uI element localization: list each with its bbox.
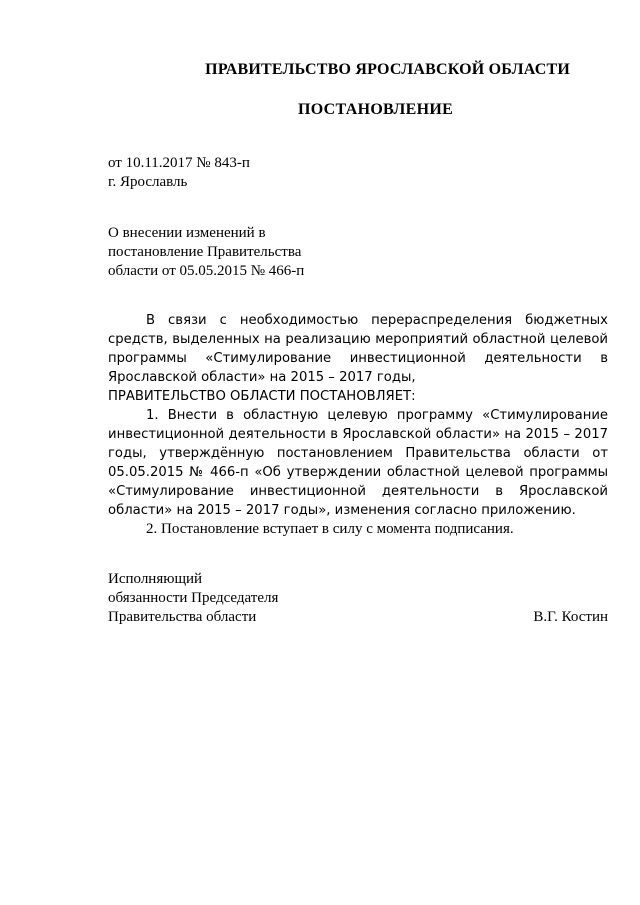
government-title: ПРАВИТЕЛЬСТВО ЯРОСЛАВСКОЙ ОБЛАСТИ: [205, 61, 570, 78]
signatory-title-line-3: Правительства области: [108, 609, 257, 625]
date-number: от 10.11.2017 № 843-п: [108, 155, 250, 171]
subject-line-3: области от 05.05.2015 № 466-п: [108, 263, 305, 279]
document-subject: [108, 224, 304, 281]
signatory-name: В.Г. Костин: [533, 609, 608, 625]
signatory-title-line-1: Исполняющий: [108, 571, 203, 587]
city: г. Ярославль: [108, 174, 188, 190]
signatory-title-line-2: обязанности Председателя: [108, 590, 279, 606]
subject-line-2: постановление Правительства: [108, 244, 302, 260]
signature-block: [108, 570, 608, 627]
item-1-paragraph: 1. Внести в областную целевую программу «Стимулирование инвестиционной деятельности в Ярославской области» на 2015 – 2017 годы, утверждённую постановлением Правительства области от 05.05.2015 № 466-п «Об утверждении областной целевой программы «Стимулирование инвестиционной деятельности в Ярославской области» на 2015 – 2017 годы», изменения согласно приложению.: [108, 408, 608, 518]
document-type: ПОСТАНОВЛЕНИЕ: [298, 101, 454, 118]
document-meta: [108, 154, 250, 192]
item-2-paragraph: 2. Постановление вступает в силу с момента подписания.: [146, 521, 514, 537]
preamble-paragraph: В связи с необходимостью перераспределения бюджетных средств, выделенных на реализацию мероприятий областной целевой программы «Стимулирование инвестиционной деятельности в Ярославской области» на 2015 – 2017 годы,: [108, 313, 608, 385]
signature-row: [108, 608, 608, 627]
subject-line-1: О внесении изменений в: [108, 225, 266, 241]
resolves-heading: ПРАВИТЕЛЬСТВО ОБЛАСТИ ПОСТАНОВЛЯЕТ:: [108, 389, 416, 404]
document-body: [108, 311, 608, 539]
